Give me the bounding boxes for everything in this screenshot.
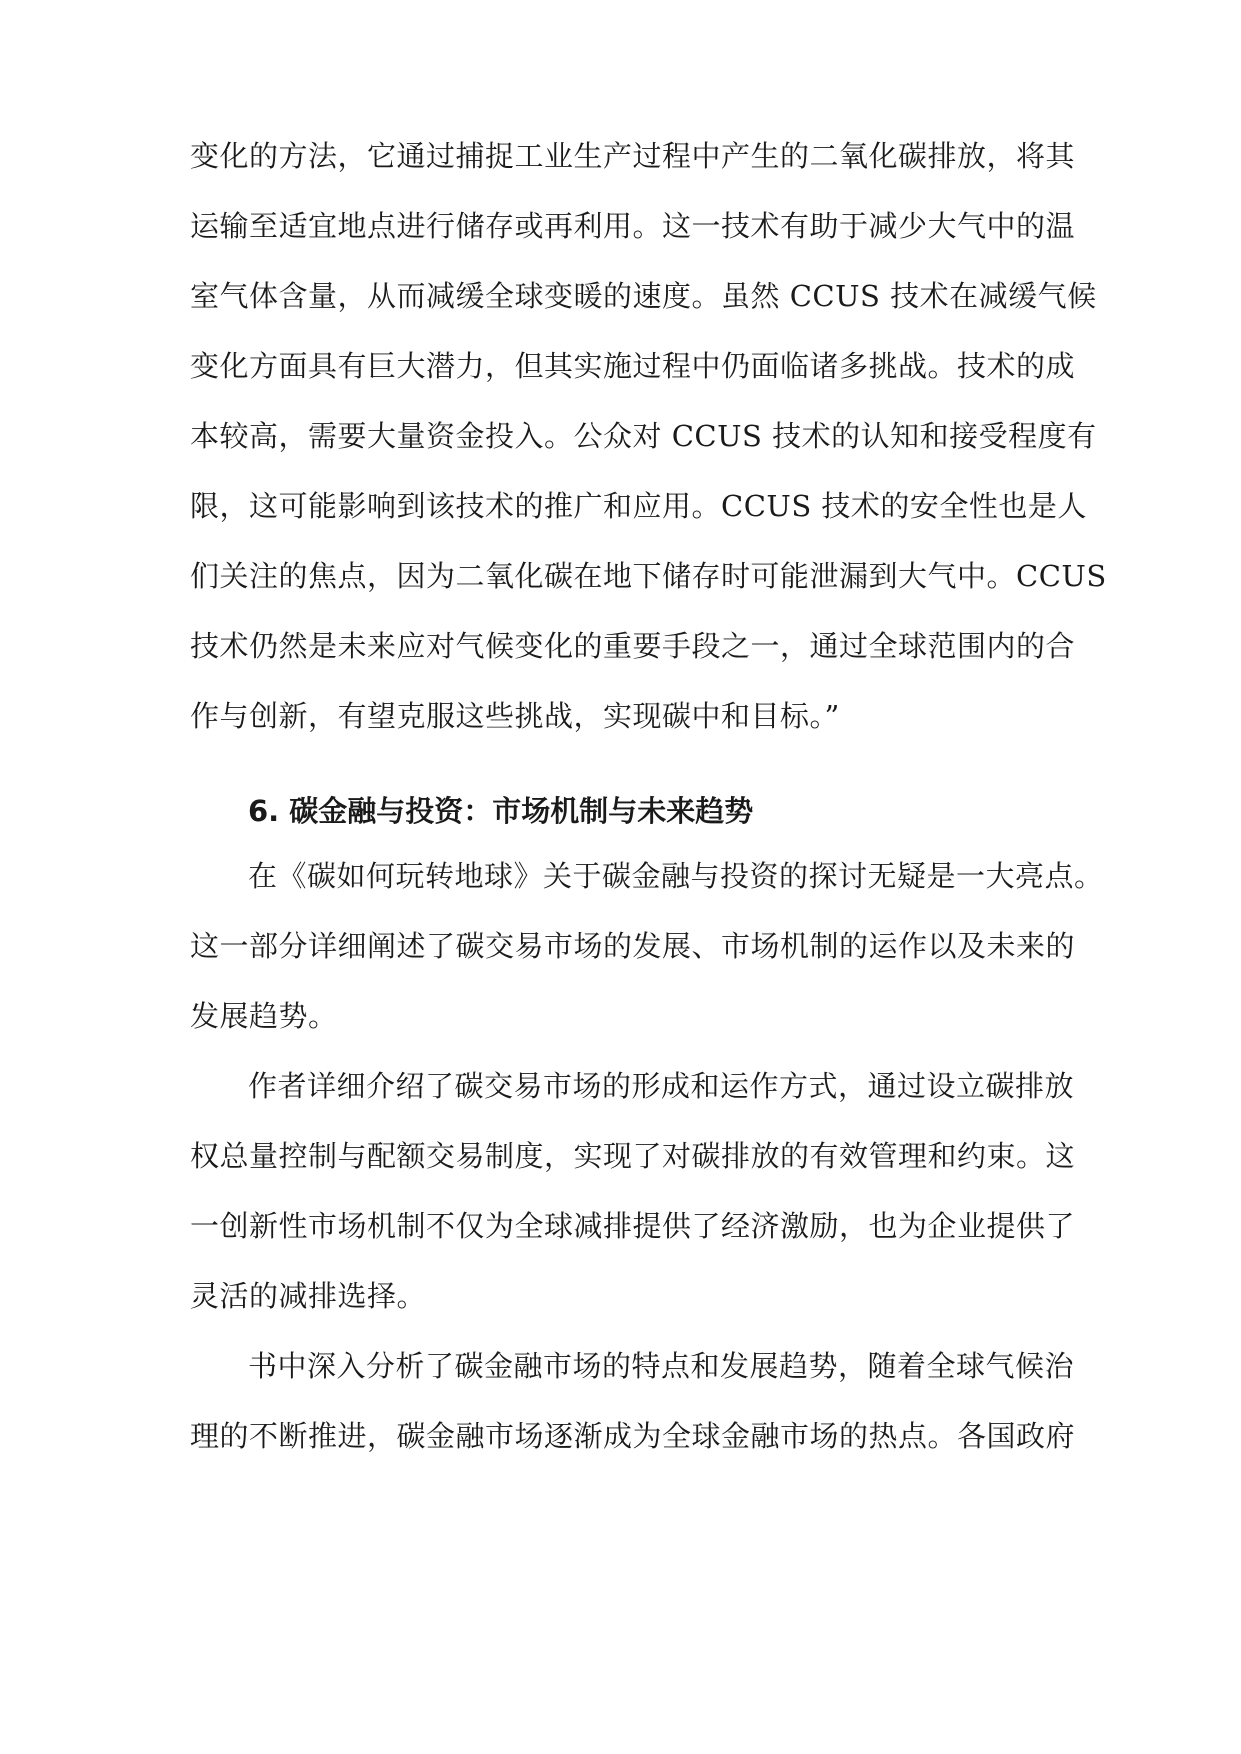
text-line: 们关注的焦点，因为二氧化碳在地下储存时可能泄漏到大气中。CCUS (190, 559, 1107, 593)
text-line: 作与创新，有望克服这些挑战，实现碳中和目标。” (190, 699, 840, 733)
text-line: 变化方面具有巨大潜力，但其实施过程中仍面临诸多挑战。技术的成 (190, 349, 1076, 383)
text-line: 运输至适宜地点进行储存或再利用。这一技术有助于减少大气中的温 (190, 209, 1076, 243)
text-line: 这一部分详细阐述了碳交易市场的发展、市场机制的运作以及未来的 (190, 929, 1076, 963)
text-line: 书中深入分析了碳金融市场的特点和发展趋势，随着全球气候治 (248, 1349, 1075, 1383)
text-line: 一创新性市场机制不仅为全球减排提供了经济激励，也为企业提供了 (190, 1209, 1076, 1243)
text-line: 变化的方法，它通过捕捉工业生产过程中产生的二氧化碳排放，将其 (190, 139, 1076, 173)
text-line: 发展趋势。 (190, 999, 338, 1033)
text-line: 灵活的减排选择。 (190, 1279, 427, 1313)
text-line: 本较高，需要大量资金投入。公众对 CCUS 技术的认知和接受程度有 (190, 419, 1097, 453)
text-line: 作者详细介绍了碳交易市场的形成和运作方式，通过设立碳排放 (248, 1069, 1075, 1103)
text-line: 技术仍然是未来应对气候变化的重要手段之一，通过全球范围内的合 (190, 629, 1076, 663)
text-line: 在《碳如何玩转地球》关于碳金融与投资的探讨无疑是一大亮点。 (248, 859, 1104, 893)
text-line: 室气体含量，从而减缓全球变暖的速度。虽然 CCUS 技术在减缓气候 (190, 279, 1097, 313)
text-line: 权总量控制与配额交易制度，实现了对碳排放的有效管理和约束。这 (190, 1139, 1076, 1173)
section-heading: 6. 碳金融与投资：市场机制与未来趋势 (248, 794, 754, 828)
text-line: 理的不断推进，碳金融市场逐渐成为全球金融市场的热点。各国政府 (190, 1419, 1076, 1453)
text-line: 限，这可能影响到该技术的推广和应用。CCUS 技术的安全性也是人 (190, 489, 1087, 523)
